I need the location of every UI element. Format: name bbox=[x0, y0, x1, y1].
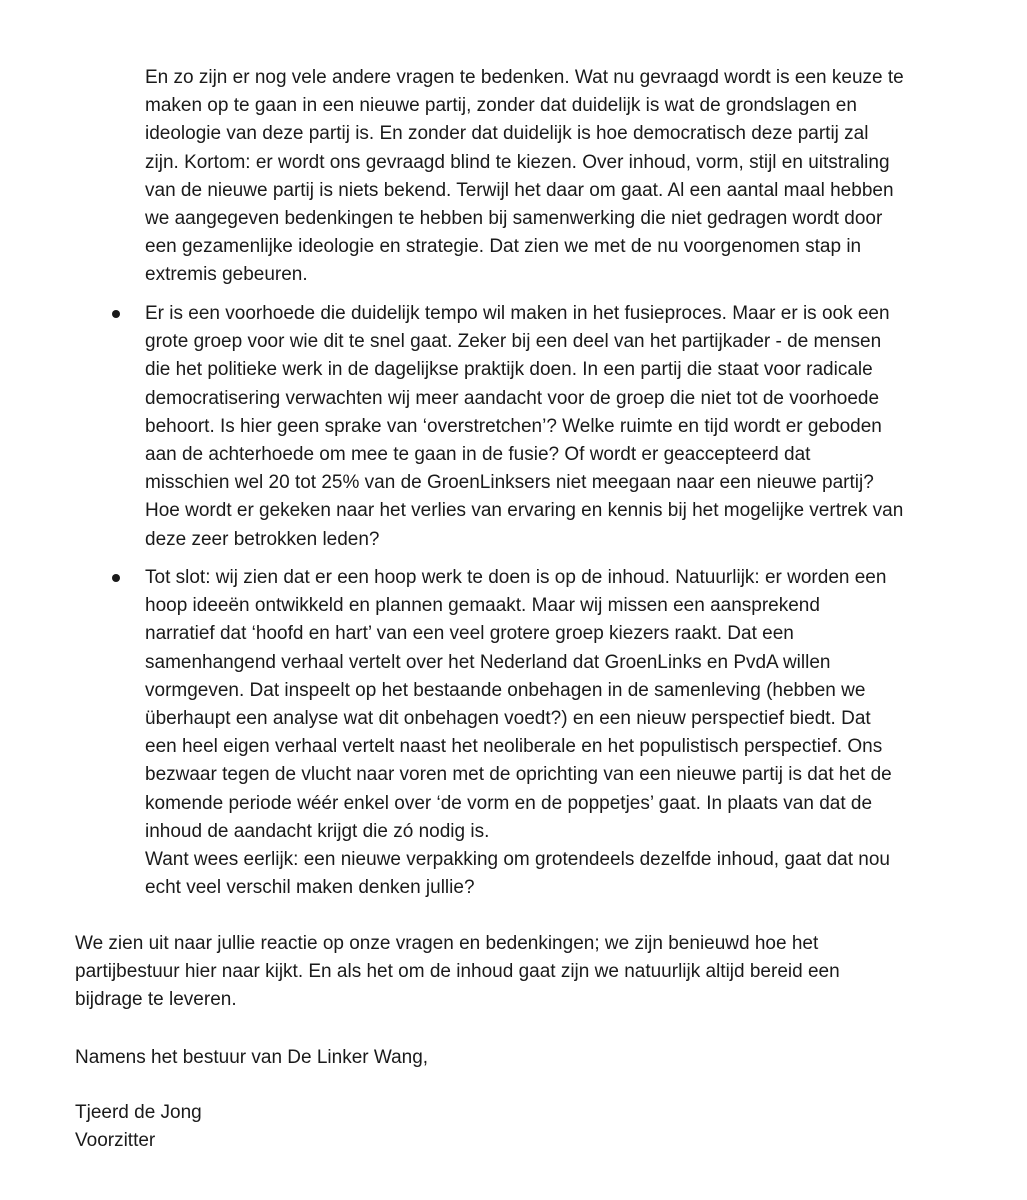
signer-name: Tjeerd de Jong bbox=[75, 1102, 202, 1123]
bullet-item-voorhoede: Er is een voorhoede die duidelijk tempo wil maken in het fusieproces. Maar er is ook een grote groep voor wie dit te snel gaat. Zeker bij een deel van het partijkader - de mensen die het politieke werk in de dagelijkse praktijk doen. In een partij die staat voor radicale democratisering verwachten wij meer aandacht voor de groep die niet tot de voorhoede behoort. Is hier geen sprake van ‘overstretchen’? Welke ruimte en tijd wordt er geboden aan de achterhoede om mee te gaan in de fusie? Of wordt er geaccepteerd dat misschien wel 20 tot 25% van de GroenLinksers niet meegaan naar een nieuwe partij? Hoe wordt er gekeken naar het verlies van ervaring en kennis bij het mogelijke vertrek van deze zeer betrokken leden? bbox=[145, 303, 904, 550]
signer-title: Voorzitter bbox=[75, 1130, 156, 1151]
bullet-icon bbox=[112, 310, 120, 318]
closing-paragraph: We zien uit naar jullie reactie op onze vragen en bedenkingen; we zijn benieuwd hoe het partijbestuur hier naar kijkt. En als het om de inhoud gaat zijn we natuurlijk altijd bereid een bijdrage te leveren. bbox=[75, 933, 840, 1011]
bullet-item-inhoud: Tot slot: wij zien dat er een hoop werk te doen is op de inhoud. Natuurlijk: er worden een hoop ideeën ontwikkeld en plannen gemaakt. Maar wij missen een aansprekend narratief dat ‘hoofd en hart’ van een veel grotere groep kiezers raakt. Dat een samenhangend verhaal vertelt over het Nederland dat GroenLinks en PvdA willen vormgeven. Dat inspeelt op het bestaande onbehagen in de samenleving (hebben we überhaupt een analyse wat dit onbehagen voedt?) en een nieuw perspectief biedt. Dat een heel eigen verhaal vertelt naast het neoliberale en het populistisch perspectief. Ons bezwaar tegen de vlucht naar voren met de oprichting van een nieuwe partij is dat het de komende periode wéér enkel over ‘de vorm en de poppetjes’ gaat. In plaats van dat de inhoud de aandacht krijgt die zó nodig is. Want wees eerlijk: een nieuwe verpakking om grotendeels dezelfde inhoud, gaat dat nou echt veel verschil maken denken jullie? bbox=[145, 567, 892, 899]
salutation: Namens het bestuur van De Linker Wang, bbox=[75, 1047, 429, 1068]
intro-paragraph: En zo zijn er nog vele andere vragen te bedenken. Wat nu gevraagd wordt is een keuze te maken op te gaan in een nieuwe partij, zonder dat duidelijk is wat de grondslagen en ideologie van deze partij is. En zonder dat duidelijk is hoe democratisch deze partij zal zijn. Kortom: er wordt ons gevraagd blind te kiezen. Over inhoud, vorm, stijl en uitstraling van de nieuwe partij is niets bekend. Terwijl het daar om gaat. Al een aantal maal hebben we aangegeven bedenkingen te hebben bij samenwerking die niet gedragen wordt door een gezamenlijke ideologie en strategie. Dat zien we met de nu voorgenomen stap in extremis gebeuren. bbox=[145, 67, 904, 286]
bullet-icon bbox=[112, 574, 120, 582]
